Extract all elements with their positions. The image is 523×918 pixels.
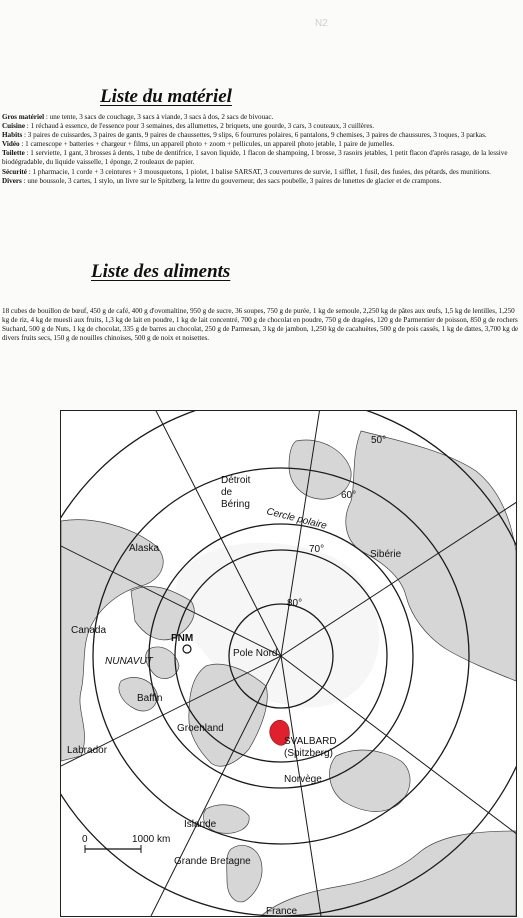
aliments-text: 18 cubes de bouillon de bœuf, 450 g de café, 400 g d'ovomaltine, 950 g de sucre, 36 soupes, 750 g de purée, 1 kg de semoule, 2,250 kg de pâtes aux œufs, 1,5 kg de lentilles, 1,250 kg de riz, 4 kg de muesli aux fruits, 1,3 kg de lait en poudre, 1 kg de lait concentré, 700 g de chocolat en poudre, 750 g de dragées, 120 g de Parmentier de poisson, 850 g de rochers Suchard, 500 g de Nuts, 1 kg de chocolat, 335 g de barres au chocolat, 250 g de Parmesan, 3 kg de jambon, 1,250 kg de cacahuètes, 500 g de pois cassés, 1 kg de dattes, 3,700 kg de divers fruits secs, 150 g de nouilles chinoises, 500 g de noix et noisettes.: [2, 307, 519, 343]
label-baffin: Baffin: [137, 693, 163, 704]
label-islande: Islande: [184, 819, 217, 830]
label-alaska: Alaska: [129, 543, 160, 554]
materiel-title: Liste du matériel: [100, 86, 232, 107]
materiel-label: Sécurité: [2, 167, 27, 176]
aliments-list: [2, 307, 520, 343]
label-detroit-2: de: [221, 487, 233, 498]
pnm-marker: [183, 645, 191, 653]
scale-km: 1000 km: [132, 834, 171, 845]
label-labrador: Labrador: [67, 745, 108, 756]
materiel-text: : 1 réchaud à essence, de l'essence pour 3 semaines, des allumettes, 2 briquets, une gourde, 3 cars, 3 couteaux, 3 cuillères.: [25, 122, 375, 131]
materiel-text: : une boussole, 3 cartes, 1 stylo, un livre sur le Spitzberg, la lettre du gouverneur, des sacs poubelle, 3 paires de lunettes de glacier et de crampons.: [21, 176, 442, 185]
materiel-text: : 3 paires de cuissardes, 3 paires de gants, 9 paires de chaussettes, 9 slips, 6 fourrures polaires, 6 pantalons, 9 chemises, 3 paires de chaussures, 3 toques, 3 parkas.: [22, 131, 487, 140]
materiel-label: Vidéo: [2, 140, 20, 149]
greenland-land: [189, 664, 268, 766]
label-lat-50: 50°: [371, 435, 387, 446]
label-nunavut: NUNAVUT: [105, 656, 153, 667]
materiel-label: Habits: [2, 131, 23, 140]
arctic-map: [60, 410, 517, 917]
materiel-label: Toilette: [2, 149, 25, 158]
materiel-text: : 1 pharmacie, 1 corde + 3 ceintures + 3 mousquetons, 1 piolet, 1 balise SARSAT, 3 couvertures de survie, 1 sifflet, 1 fusil, des fusées, des pétards, des munitions.: [26, 167, 491, 176]
label-cercle-polaire: Cercle polaire: [265, 506, 328, 532]
scale-bar: [82, 834, 170, 853]
materiel-label: Gros matériel: [2, 113, 45, 121]
label-detroit-1: Détroit: [221, 475, 251, 486]
materiel-text: : 1 serviette, 1 gant, 3 brosses à dents, 1 tube de dentifrice, 1 savon liquide, 1 flacon de shampoing, 1 brosse, 3 rasoirs jetables, 1 petit flacon d'après rasage, de la lessive biodégradable, du liquide vaisselle, 1 éponge, 2 rouleaux de papier.: [2, 149, 508, 167]
label-lat-80: 80°: [287, 598, 303, 609]
north-america-land: [61, 520, 163, 761]
aliments-title: Liste des aliments: [91, 261, 231, 282]
materiel-item-video: [2, 140, 520, 149]
corner-mark: N2: [315, 18, 328, 29]
materiel-label: Cuisine: [2, 122, 26, 131]
label-lat-60: 60°: [341, 490, 357, 501]
label-svalbard: SVALBARD: [284, 736, 337, 747]
label-groenland: Groenland: [177, 723, 224, 734]
materiel-item-toilette: [2, 149, 520, 167]
materiel-list: [2, 113, 520, 186]
label-france: France: [266, 906, 298, 916]
label-canada: Canada: [71, 625, 107, 636]
materiel-item-habits: [2, 131, 520, 140]
scandinavia-land: [329, 750, 410, 812]
label-detroit-3: Béring: [221, 499, 250, 510]
materiel-item-securite: [2, 168, 520, 177]
materiel-item-cuisine: [2, 122, 520, 131]
scale-zero: 0: [82, 834, 88, 845]
label-lat-70: 70°: [309, 544, 325, 555]
materiel-text: : 1 camescope + batteries + chargeur + films, un appareil photo + zoom + pellicules, un appareil photo jetable, 1 paire de jumelles.: [19, 140, 395, 149]
label-grande-bretagne: Grande Bretagne: [174, 856, 251, 867]
materiel-text: : une tente, 3 sacs de couchage, 3 sacs à viande, 3 sacs à dos, 2 sacs de bivouac.: [44, 113, 274, 121]
materiel-item-divers: [2, 177, 520, 186]
materiel-label: Divers: [2, 176, 22, 185]
label-pnm: PNM: [171, 633, 194, 644]
britain-land: [227, 845, 262, 901]
label-spitzberg: (Spitzberg): [284, 748, 333, 759]
label-pole-nord: Pole Nord: [233, 648, 278, 659]
label-siberie: Sibérie: [370, 549, 402, 560]
arctic-map-svg: [61, 411, 516, 916]
materiel-item-gros: [2, 113, 520, 122]
label-norvege: Norvège: [284, 774, 322, 785]
